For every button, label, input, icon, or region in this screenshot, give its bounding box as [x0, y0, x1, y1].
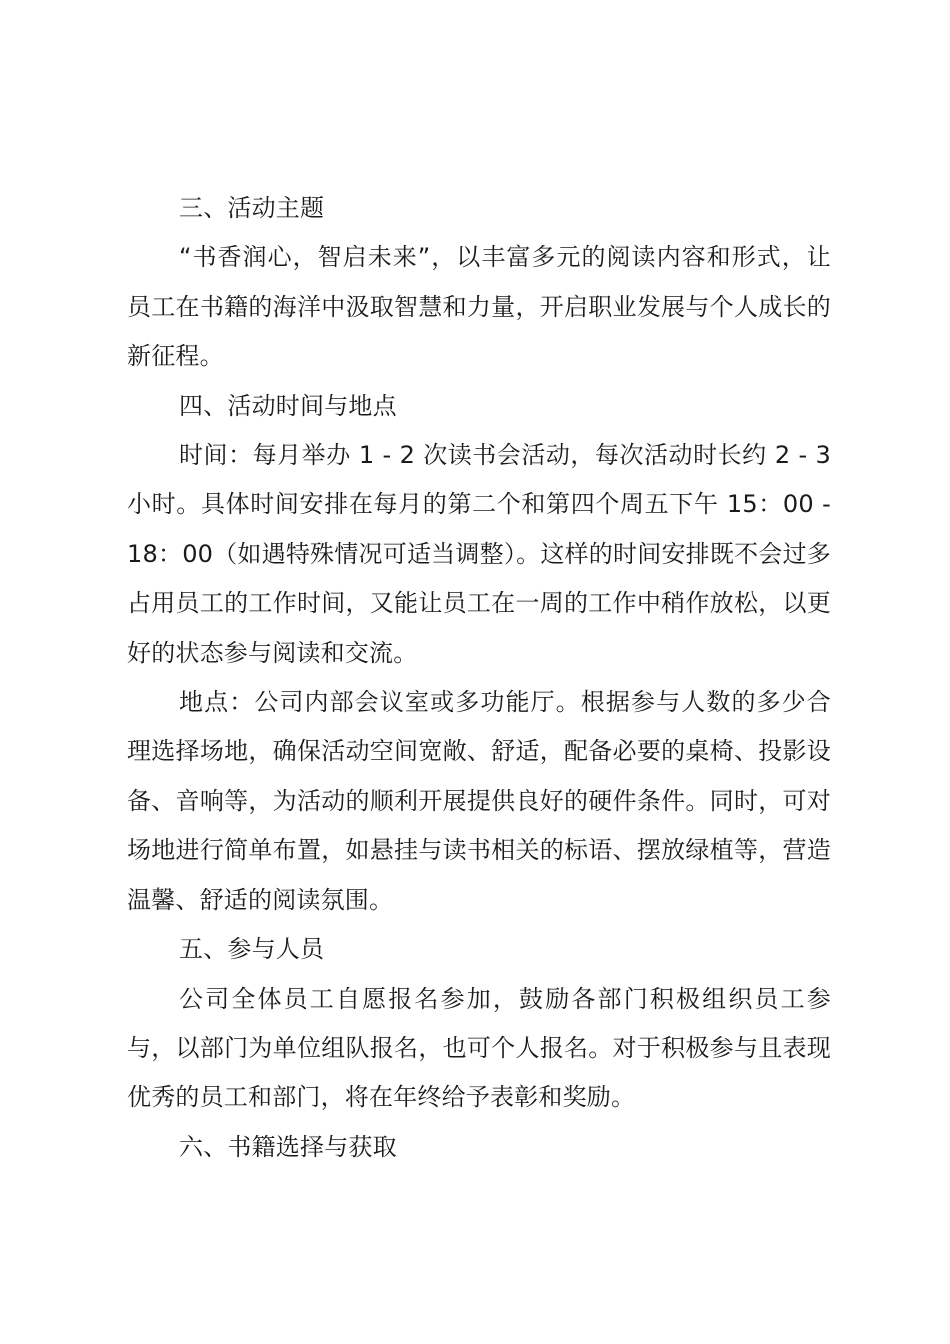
paragraph-location: 地点：公司内部会议室或多功能厅。根据参与人数的多少合理选择场地，确保活动空间宽敞、舒适，配备必要的桌椅、投影设备、音响等，为活动的顺利开展提供良好的硬件条件。同时，可对场地进行简单布置，如悬挂与读书相关的标语、摆放绿植等，营造温馨、舒适的阅读氛围。 — [127, 688, 831, 914]
paragraph-time: 时间：每月举办 1 - 2 次读书会活动，每次活动时长约 2 - 3 小时。具体时间安排在每月的第二个和第四个周五下午 15：00 - 18：00（如遇特殊情况可适当调整）。这样的时间安排既不会过多占用员工的工作时间，又能让员工在一周的工作中稍作放松，以更好的状态参与阅读和交流。 — [127, 441, 831, 667]
section-heading-book-selection: 六、书籍选择与获取 — [179, 1132, 397, 1161]
section-heading-participants: 五、参与人员 — [179, 935, 325, 964]
paragraph-participants: 公司全体员工自愿报名参加，鼓励各部门积极组织员工参与，以部门为单位组队报名，也可个人报名。对于积极参与且表现优秀的员工和部门，将在年终给予表彰和奖励。 — [127, 984, 831, 1112]
section-heading-time-location: 四、活动时间与地点 — [179, 391, 397, 420]
document-body — [127, 184, 831, 1172]
paragraph-theme: “书香润心，智启未来”，以丰富多元的阅读内容和形式，让员工在书籍的海洋中汲取智慧和力量，开启职业发展与个人成长的新征程。 — [127, 243, 831, 371]
section-heading-theme: 三、活动主题 — [179, 194, 325, 222]
